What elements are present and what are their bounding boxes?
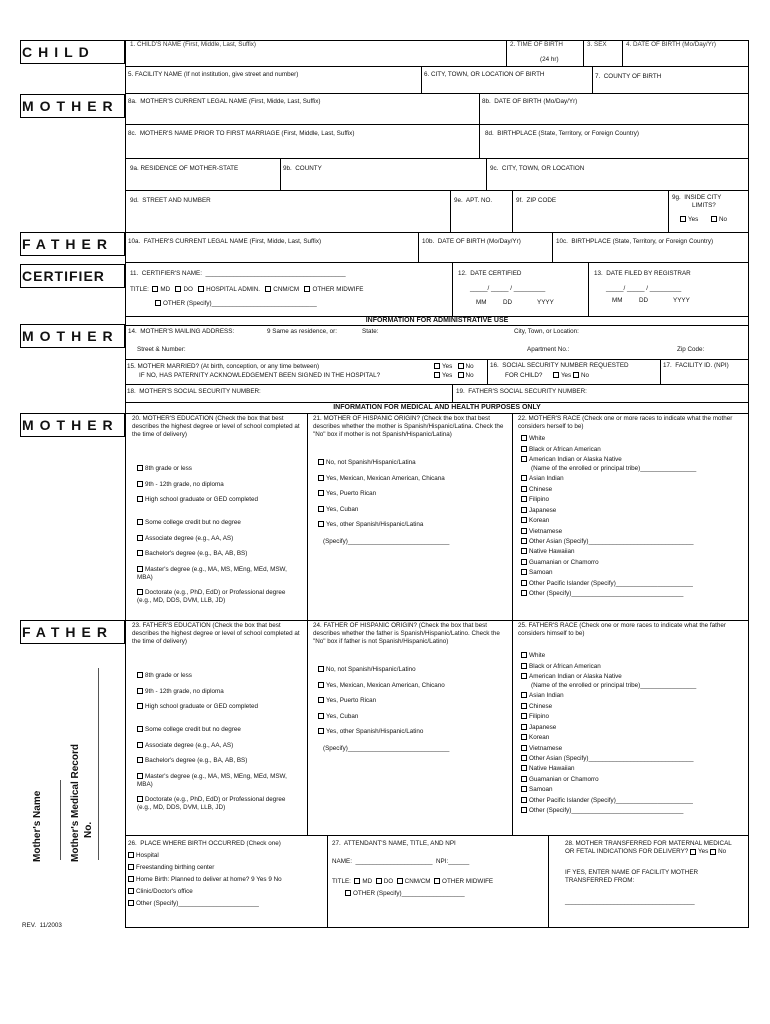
mother-education-option-7[interactable]: Doctorate (e.g., PhD, EdD) or Professional degree (e.g., MD, DDS, DVM, LLB, JD) <box>137 589 286 605</box>
mother-prior-name-label: 8c. MOTHER'S NAME PRIOR TO FIRST MARRIAGE (First, Middle, Last, Suffix) <box>128 130 355 137</box>
mother-dob-label: 8b. DATE OF BIRTH (Mo/Day/Yr) <box>482 98 578 105</box>
date-filed-label: 13. DATE FILED BY REGISTRAR <box>594 270 691 277</box>
record-no-label: No. <box>83 821 94 838</box>
city-of-birth-label: 6. CITY, TOWN, OR LOCATION OF BIRTH <box>424 71 545 78</box>
section-child: CHILD <box>22 44 95 60</box>
father-race-option-0[interactable]: White <box>521 652 746 660</box>
father-education-label: 23. FATHER'S EDUCATION (Check the box that best describes the highest degree or level of school completed at the time of delivery) <box>132 622 300 646</box>
father-hispanic-specify[interactable]: (Specify)_____________________________ <box>323 745 450 752</box>
place-option-3[interactable]: Clinic/Doctor's office <box>128 888 328 896</box>
mother-race-option-0[interactable]: White <box>521 435 746 443</box>
date-certified-line[interactable]: _____/ _____ / _________ <box>470 285 546 292</box>
paternity-label: IF NO, HAS PATERNITY ACKNOWLEDGEMENT BEEN SIGNED IN THE HOSPITAL? <box>139 372 381 379</box>
father-ssn-label: 19. FATHER'S SOCIAL SECURITY NUMBER: <box>456 388 587 395</box>
father-education-option-1[interactable]: 9th - 12th grade, no diploma <box>137 688 287 696</box>
place-option-4[interactable]: Other (Specify)_______________________ <box>128 900 328 908</box>
mailing-apt-label: Apartment No.: <box>527 346 570 353</box>
attendant-name-npi[interactable]: NAME: ______________________ NPI:______ <box>332 858 470 865</box>
zip-code-label: 9f. ZIP CODE <box>516 197 557 204</box>
mother-race-option-5[interactable]: Chinese <box>521 486 746 494</box>
attendant-label: 27. ATTENDANT'S NAME, TITLE, AND NPI <box>332 840 456 847</box>
place-option-0[interactable]: Hospital <box>128 852 328 860</box>
father-race-option-14[interactable]: Other Pacific Islander (Specify)______________________ <box>521 797 746 805</box>
mother-hispanic-option-2[interactable]: Yes, Puerto Rican <box>318 490 503 498</box>
child-dob-label: 4. DATE OF BIRTH (Mo/Day/Yr) <box>626 41 717 48</box>
sex-label: 3. SEX <box>587 41 607 48</box>
father-race-option-3[interactable]: (Name of the enrolled or principal tribe)________________ <box>531 682 697 689</box>
place-option-1[interactable]: Freestanding birthing center <box>128 864 328 872</box>
date-filed-mm: MM <box>612 297 623 304</box>
father-education-option-2[interactable]: High school graduate or GED completed <box>137 703 287 711</box>
father-race-option-7[interactable]: Japanese <box>521 724 746 732</box>
mother-race-option-4[interactable]: Asian Indian <box>521 475 746 483</box>
father-education-option-7[interactable]: Doctorate (e.g., PhD, EdD) or Professional degree (e.g., MD, DDS, DVM, LLB, JD) <box>137 796 286 812</box>
father-race-option-1[interactable]: Black or African American <box>521 663 746 671</box>
time-of-birth-label: 2. TIME OF BIRTH <box>510 41 563 48</box>
father-hispanic-option-0[interactable]: No, not Spanish/Hispanic/Latino <box>318 666 503 674</box>
facility-name-label: 5. FACILITY NAME (If not institution, give street and number) <box>128 71 299 78</box>
father-race-option-2[interactable]: American Indian or Alaska Native <box>521 673 746 681</box>
father-hispanic-option-1[interactable]: Yes, Mexican, Mexican American, Chicano <box>318 682 503 690</box>
date-filed-dd: DD <box>639 297 649 304</box>
street-number-label: 9d. STREET AND NUMBER <box>130 197 211 204</box>
mothers-medical-record-label: Mother's Medical Record <box>70 744 81 862</box>
mother-race-option-9[interactable]: Vietnamese <box>521 528 746 536</box>
label-box-father <box>20 232 125 256</box>
transfer-facility-line[interactable]: _____________________________________ <box>565 898 695 905</box>
medical-header: INFORMATION FOR MEDICAL AND HEALTH PURPOSES ONLY <box>333 404 541 411</box>
father-race-option-15[interactable]: Other (Specify)________________________________ <box>521 807 746 815</box>
father-race-option-12[interactable]: Guamanian or Chamorro <box>521 776 746 784</box>
mother-hispanic-option-0[interactable]: No, not Spanish/Hispanic/Latina <box>318 459 503 467</box>
section-father: FATHER <box>22 236 113 252</box>
father-education-option-0[interactable]: 8th grade or less <box>137 672 287 680</box>
child-name-label: 1. CHILD'S NAME (First, Middle, Last, Suffix) <box>130 41 257 48</box>
place-option-2[interactable]: Home Birth: Planned to deliver at home? 9 Yes 9 No <box>128 876 328 884</box>
mother-race-option-8[interactable]: Korean <box>521 517 746 525</box>
mother-education-option-5[interactable]: Bachelor's degree (e.g., BA, AB, BS) <box>137 550 287 558</box>
date-filed-line[interactable]: _____/ _____ / _________ <box>606 285 682 292</box>
father-dob-label: 10b. DATE OF BIRTH (Mo/Day/Yr) <box>422 238 521 245</box>
transfer-label: 28. MOTHER TRANSFERRED FOR MATERNAL MEDICAL OR FETAL INDICATIONS FOR DELIVERY? Yes No <box>565 840 732 856</box>
mother-legal-name-label: 8a. MOTHER'S CURRENT LEGAL NAME (First, Midde, Last, Suffix) <box>128 98 321 105</box>
date-certified-label: 12. DATE CERTIFIED <box>458 270 522 277</box>
mother-race-option-13[interactable]: Samoan <box>521 569 746 577</box>
label-box-certifier <box>20 264 125 288</box>
date-certified-yyyy: YYYY <box>537 299 554 306</box>
time-of-birth-24hr: (24 hr) <box>540 56 559 63</box>
mother-race-option-2[interactable]: American Indian or Alaska Native <box>521 456 746 464</box>
certifier-other[interactable]: OTHER (Specify)______________________________ <box>155 300 317 308</box>
date-certified-mm: MM <box>476 299 487 306</box>
mother-race-option-10[interactable]: Other Asian (Specify)______________________________ <box>521 538 746 546</box>
inside-city-yes[interactable]: Yes <box>680 216 698 224</box>
mailing-zip-label: Zip Code: <box>677 346 705 353</box>
father-hispanic-option-4[interactable]: Yes, other Spanish/Hispanic/Latino <box>318 728 503 736</box>
ssn-for-child-label: FOR CHILD? Yes No <box>505 372 590 379</box>
mother-education-option-6[interactable]: Master's degree (e.g., MA, MS, MEng, MEd, MSW, MBA) <box>137 566 287 582</box>
mother-race-option-12[interactable]: Guamanian or Chamorro <box>521 559 746 567</box>
father-race-option-11[interactable]: Native Hawaiian <box>521 765 746 773</box>
father-hispanic-label: 24. FATHER OF HISPANIC ORIGIN? (Check the box that best describes whether the father is Spanish/Hispanic/Latino. Check the "No" box if father is not Spanish/Hispanic/Latino) <box>313 622 500 646</box>
mother-race-option-6[interactable]: Filipino <box>521 496 746 504</box>
residence-state-label: 9a. RESIDENCE OF MOTHER-STATE <box>130 165 239 172</box>
father-education-option-3[interactable]: Some college credit but no degree <box>137 726 287 734</box>
mother-race-label: 22. MOTHER'S RACE (Check one or more races to indicate what the mother considers herself to be) <box>518 415 733 431</box>
father-hispanic-option-3[interactable]: Yes, Cuban <box>318 713 503 721</box>
mother-hispanic-option-1[interactable]: Yes, Mexican, Mexican American, Chicana <box>318 475 503 483</box>
same-as-residence: 9 Same as residence, or: <box>267 328 338 335</box>
label-box-mother <box>20 94 125 118</box>
section-mother-admin: MOTHER <box>22 328 119 344</box>
section-certifier: CERTIFIER <box>22 268 105 284</box>
admin-header: INFORMATION FOR ADMINISTRATIVE USE <box>365 317 509 324</box>
mother-hispanic-option-3[interactable]: Yes, Cuban <box>318 506 503 514</box>
mother-education-option-4[interactable]: Associate degree (e.g., AA, AS) <box>137 535 287 543</box>
residence-city-label: 9c. CITY, TOWN, OR LOCATION <box>490 165 585 172</box>
father-hispanic-option-2[interactable]: Yes, Puerto Rican <box>318 697 503 705</box>
mother-ssn-label: 18. MOTHER'S SOCIAL SECURITY NUMBER: <box>127 388 261 395</box>
mother-race-option-7[interactable]: Japanese <box>521 507 746 515</box>
section-father-medical: FATHER <box>22 624 113 640</box>
facility-id-label: 17. FACILITY ID. (NPI) <box>663 362 729 369</box>
mother-education-option-3[interactable]: Some college credit but no degree <box>137 519 287 527</box>
father-race-option-5[interactable]: Chinese <box>521 703 746 711</box>
label-box-mother-medical <box>20 413 125 437</box>
father-education-option-5[interactable]: Bachelor's degree (e.g., BA, AB, BS) <box>137 757 287 765</box>
mothers-name-label: Mother's Name <box>32 790 43 862</box>
transfer-facility-label: IF YES, ENTER NAME OF FACILITY MOTHER TRANSFERRED FROM: <box>565 869 699 885</box>
mother-hispanic-option-4[interactable]: Yes, other Spanish/Hispanic/Latina <box>318 521 503 529</box>
married-yes-no[interactable]: Yes No <box>434 363 474 371</box>
certifier-title-row: TITLE: MD DO HOSPITAL ADMIN. CNM/CM OTHER MIDWIFE <box>130 286 364 293</box>
father-race-label: 25. FATHER'S RACE (Check one or more races to indicate what the father considers himself to be) <box>518 622 726 638</box>
mother-hispanic-specify[interactable]: (Specify)_____________________________ <box>323 538 450 545</box>
attendant-title-row: TITLE: MD DO CNM/CM OTHER MIDWIFE <box>332 878 494 885</box>
revision-label: REV. 11/2003 <box>22 922 62 929</box>
attendant-other[interactable]: OTHER (Specify)__________________ <box>345 890 465 898</box>
father-legal-name-label: 10a. FATHER'S CURRENT LEGAL NAME (First, Midde, Last, Suffix) <box>128 238 322 245</box>
father-race-option-6[interactable]: Filipino <box>521 713 746 721</box>
inside-city-no[interactable]: No <box>711 216 727 224</box>
date-certified-dd: DD <box>503 299 513 306</box>
father-race-option-9[interactable]: Vietnamese <box>521 745 746 753</box>
father-education-option-4[interactable]: Associate degree (e.g., AA, AS) <box>137 742 287 750</box>
paternity-yes-no[interactable]: Yes No <box>434 372 474 380</box>
father-race-option-13[interactable]: Samoan <box>521 786 746 794</box>
mother-race-option-1[interactable]: Black or African American <box>521 446 746 454</box>
mother-education-option-2[interactable]: High school graduate or GED completed <box>137 496 287 504</box>
mother-hispanic-label: 21. MOTHER OF HISPANIC ORIGIN? (Check the box that best describes whether the mother is Spanish/Hispanic/Latina. Check the "No" box if mother is not Spanish/Hispanic/Latina) <box>313 415 504 439</box>
inside-city-label: 9g. INSIDE CITY <box>672 194 722 201</box>
mother-race-option-14[interactable]: Other Pacific Islander (Specify)______________________ <box>521 580 746 588</box>
mother-race-option-11[interactable]: Native Hawaiian <box>521 548 746 556</box>
label-box-father-medical <box>20 620 125 644</box>
father-birthplace-label: 10c. BIRTHPLACE (State, Territory, or Foreign Country) <box>556 238 714 245</box>
certifier-name-label: 11. CERTIFIER'S NAME: ________________________________________ <box>130 270 346 277</box>
mailing-street-label: Street & Number: <box>137 346 186 353</box>
ssn-requested-label: 16. SOCIAL SECURITY NUMBER REQUESTED <box>490 362 629 369</box>
mailing-city-label: City, Town, or Location: <box>514 328 579 335</box>
label-box-child <box>20 40 125 64</box>
section-mother: MOTHER <box>22 98 119 114</box>
section-mother-medical: MOTHER <box>22 417 119 433</box>
residence-county-label: 9b. COUNTY <box>283 165 322 172</box>
father-race-option-8[interactable]: Korean <box>521 734 746 742</box>
father-race-option-10[interactable]: Other Asian (Specify)______________________________ <box>521 755 746 763</box>
mother-married-label: 15. MOTHER MARRIED? (At birth, conception, or any time between) <box>127 363 320 370</box>
label-box-mother-admin <box>20 324 125 348</box>
father-education-option-6[interactable]: Master's degree (e.g., MA, MS, MEng, MEd, MSW, MBA) <box>137 773 287 789</box>
mailing-state-label: State: <box>362 328 379 335</box>
mother-education-label: 20. MOTHER'S EDUCATION (Check the box that best describes the highest degree or level of school completed at the time of delivery) <box>132 415 300 439</box>
apt-no-label: 9e. APT. NO. <box>454 197 493 204</box>
mother-education-option-1[interactable]: 9th - 12th grade, no diploma <box>137 481 287 489</box>
father-race-option-4[interactable]: Asian Indian <box>521 692 746 700</box>
inside-city-limits-label: LIMITS? <box>692 202 716 209</box>
county-of-birth-label: 7. COUNTY OF BIRTH <box>595 73 662 80</box>
date-filed-yyyy: YYYY <box>673 297 690 304</box>
mailing-address-label: 14. MOTHER'S MAILING ADDRESS: <box>128 328 235 335</box>
mother-race-option-3[interactable]: (Name of the enrolled or principal tribe)________________ <box>531 465 697 472</box>
mother-birthplace-label: 8d. BIRTHPLACE (State, Territory, or Foreign Country) <box>485 130 639 137</box>
mother-race-option-15[interactable]: Other (Specify)________________________________ <box>521 590 746 598</box>
mother-education-option-0[interactable]: 8th grade or less <box>137 465 287 473</box>
place-of-birth-label: 26. PLACE WHERE BIRTH OCCURRED (Check one) <box>128 840 281 847</box>
